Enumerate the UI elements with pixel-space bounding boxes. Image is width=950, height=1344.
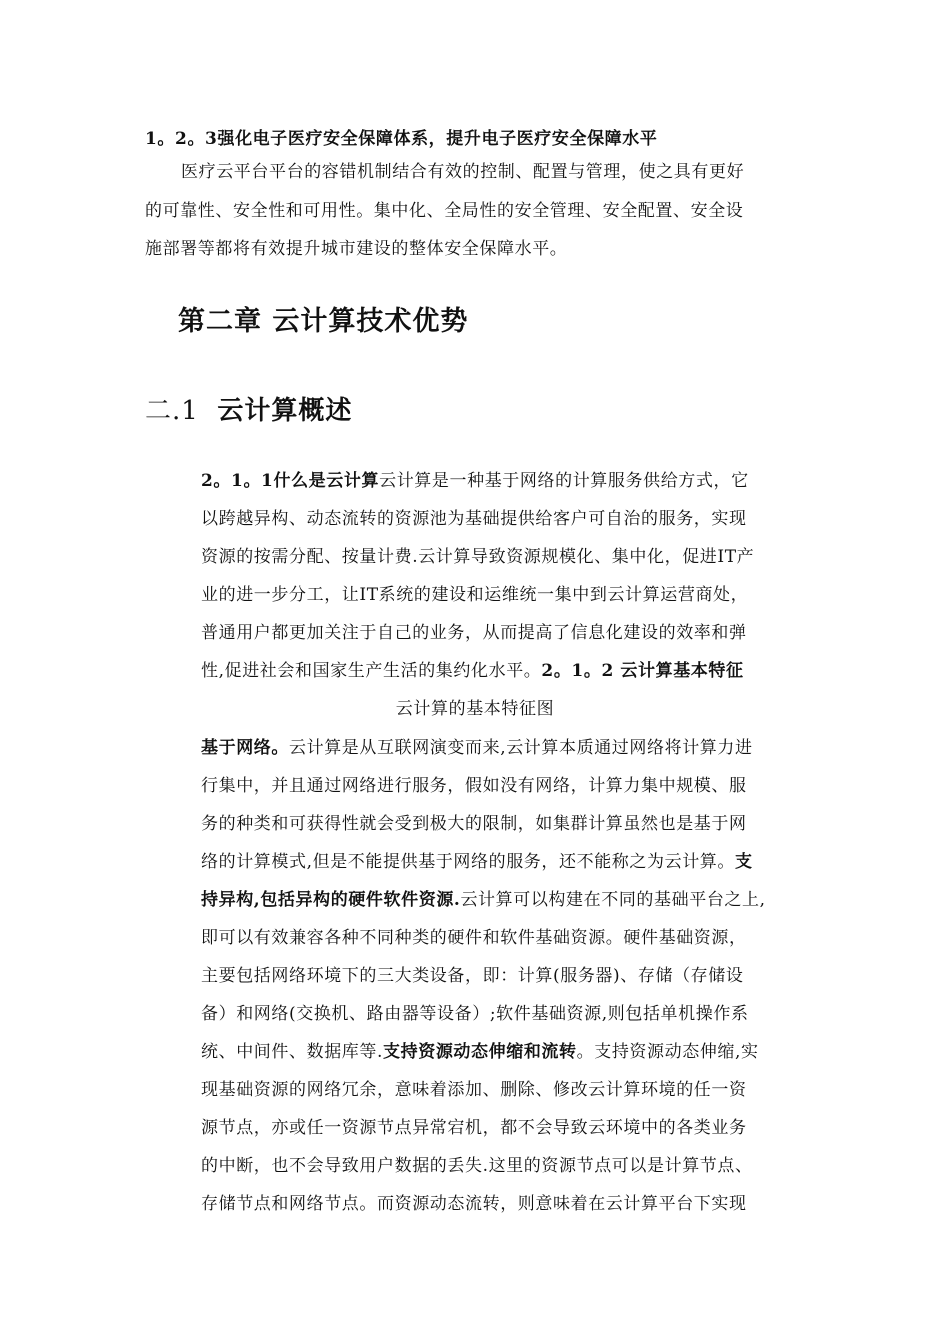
feature-title-hetero: 支 (735, 852, 753, 872)
paragraph-line: 备）和网络(交换机、路由器等设备）;软件基础资源,则包括单机操作系 (201, 1004, 749, 1024)
paragraph-line: 的中断，也不会导致用户数据的丢失.这里的资源节点可以是计算节点、 (201, 1156, 753, 1176)
paragraph-line: 行集中，并且通过网络进行服务，假如没有网络，计算力集中规模、服 (201, 776, 747, 796)
paragraph-line (201, 1040, 759, 1064)
paragraph-line (201, 736, 753, 760)
inline-text: 云计算可以构建在不同的基础平台之上, (460, 890, 766, 910)
figure-caption: 云计算的基本特征图 (395, 699, 555, 719)
feature-title-elastic: 支持资源动态伸缩和流转 (383, 1042, 577, 1062)
paragraph-line: 务的种类和可获得性就会受到极大的限制，如集群计算虽然也是基于网 (201, 814, 747, 834)
feature-title-network: 基于网络。 (201, 738, 289, 758)
section-title-2-1 (145, 394, 352, 428)
paragraph-line: 现基础资源的网络冗余，意味着添加、删除、修改云计算环境的任一资 (201, 1080, 747, 1100)
paragraph-line: 施部署等都将有效提升城市建设的整体安全保障水平。 (145, 239, 568, 259)
inline-text: 。支持资源动态伸缩,实 (576, 1042, 759, 1062)
paragraph-line (201, 850, 753, 874)
feature-title-hetero: 持异构,包括异构的硬件软件资源. (201, 890, 461, 910)
paragraph-line: 普通用户都更加关注于自己的业务，从而提高了信息化建设的效率和弹 (201, 623, 747, 643)
paragraph-line: 源节点，亦或任一资源节点异常宕机，都不会导致云环境中的各类业务 (201, 1118, 747, 1138)
paragraph-line (201, 888, 766, 912)
chapter-title: 第二章 云计算技术优势 (178, 306, 469, 337)
paragraph-line: 存储节点和网络节点。而资源动态流转，则意味着在云计算平台下实现 (201, 1194, 747, 1214)
paragraph-line: 以跨越异构、动态流转的资源池为基础提供给客户可自治的服务，实现 (201, 509, 747, 529)
paragraph-line: 资源的按需分配、按量计费.云计算导致资源规模化、集中化，促进IT产 (201, 547, 755, 567)
section-title-text: 云计算概述 (217, 396, 353, 426)
inline-text: 云计算是从互联网演变而来,云计算本质通过网络将计算力进 (289, 738, 753, 758)
paragraph-line: 业的进一步分工，让IT系统的建设和运维统一集中到云计算运营商处， (201, 585, 749, 605)
paragraph-line: 的可靠性、安全性和可用性。集中化、全局性的安全管理、安全配置、安全设 (145, 201, 744, 221)
inline-text: 统、中间件、数据库等. (201, 1042, 384, 1062)
paragraph-line (201, 659, 744, 683)
inline-text: 络的计算模式,但是不能提供基于网络的服务，还不能称之为云计算。 (201, 852, 736, 872)
paragraph-line: 医疗云平台平台的容错机制结合有效的控制、配置与管理，使之具有更好 (181, 162, 745, 182)
section-number: 二.1 (145, 396, 199, 426)
subsection-heading-2-1-1: 2。1。1什么是云计算 (201, 471, 380, 491)
section-heading-1-2-3: 1。2。3强化电子医疗安全保障体系，提升电子医疗安全保障水平 (145, 129, 658, 149)
inline-text: 云计算是一种基于网络的计算服务供给方式，它 (379, 471, 749, 491)
paragraph-line: 主要包括网络环境下的三大类设备，即：计算(服务器)、存储（存储设 (201, 966, 744, 986)
paragraph-line: 即可以有效兼容各种不同种类的硬件和软件基础资源。硬件基础资源， (201, 928, 747, 948)
inline-text: 性,促进社会和国家生产生活的集约化水平。 (201, 661, 542, 681)
paragraph-line (201, 469, 749, 493)
subsection-heading-2-1-2: 2。1。2 云计算基本特征 (541, 661, 744, 681)
